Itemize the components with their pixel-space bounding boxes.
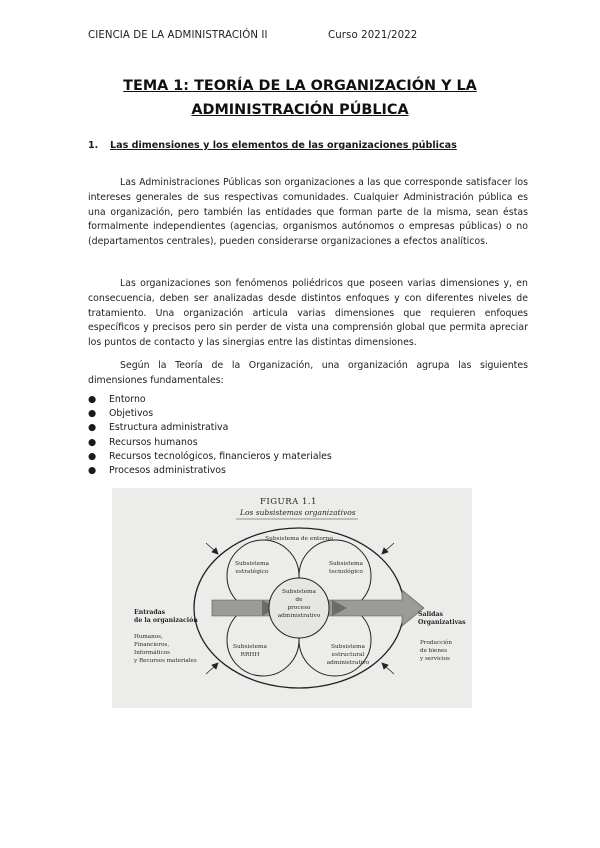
hr-label-1: Subsistema: [233, 644, 267, 650]
outputs-title-1: Salidas: [418, 611, 443, 618]
list-item-text: Recursos tecnológicos, financieros y materiales: [109, 450, 332, 462]
section-number: 1.: [88, 140, 99, 151]
list-item: [88, 464, 508, 478]
list-item: [88, 393, 508, 407]
figure-caption: FIGURA 1.1: [260, 497, 317, 507]
subsystems-diagram: [112, 488, 472, 708]
title-line-1: TEMA 1: TEORÍA DE LA ORGANIZACIÓN Y LA: [123, 78, 477, 94]
structural-label-1: Subsistema: [331, 644, 365, 650]
inputs-title-2: de la organización: [134, 617, 198, 624]
structural-label-2: estructural: [331, 652, 365, 658]
list-item-text: Objetivos: [109, 408, 154, 420]
bullet-icon: ●: [88, 436, 97, 448]
outputs-item-3: y servicios: [420, 656, 450, 662]
environment-label: Subsistema de entorno: [265, 536, 333, 542]
outputs-item-1: Producción: [420, 640, 453, 646]
title-line-2: ADMINISTRACIÓN PÚBLICA: [191, 102, 409, 118]
outputs-title-2: Organizativas: [418, 619, 466, 626]
list-item-text: Estructura administrativa: [109, 422, 229, 434]
strategic-label-2: estratégico: [235, 569, 269, 575]
list-item: [88, 436, 508, 450]
technological-label-1: Subsistema: [329, 561, 363, 567]
outputs-item-2: de bienes: [420, 648, 448, 654]
process-label-4: administrativo: [277, 613, 321, 619]
hr-label-2: RRHH: [240, 652, 260, 658]
list-item-text: Procesos administrativos: [109, 465, 226, 477]
strategic-label-1: Subsistema: [235, 561, 269, 567]
bullet-icon: ●: [88, 465, 97, 477]
list-item: [88, 421, 508, 435]
inputs-item-2: Financieros,: [134, 642, 170, 648]
list-item-text: Entorno: [109, 394, 146, 405]
paragraph-2: Las organizaciones son fenómenos poliédricos que poseen varias dimensiones y, en consecuencia, deben ser analizadas desde distintos enfoques y con diferentes niveles de tratamiento. Una organización articula varias dimensiones que requieren enfoques específicos y precisos pero sin perder de vista una comprensión global que permita apreciar los puntos de contacto y las sinergias entre las distintas dimensiones.: [88, 278, 528, 348]
section-title: Las dimensiones y los elementos de las organizaciones públicas: [110, 140, 457, 151]
inputs-item-4: y Recursos materiales: [134, 658, 197, 664]
bullet-icon: ●: [88, 408, 97, 420]
dimensions-list: [88, 393, 508, 478]
list-item: [88, 450, 508, 464]
bullet-icon: ●: [88, 422, 97, 434]
paragraph-3: Según la Teoría de la Organización, una organización agrupa las siguientes dimensiones fundamentales:: [88, 360, 528, 386]
section-heading: [88, 140, 528, 151]
process-label-2: de: [295, 597, 303, 603]
process-label-3: proceso: [287, 605, 311, 611]
bullet-icon: ●: [88, 394, 97, 405]
inputs-item-1: Humanos,: [134, 634, 163, 640]
figure-subtitle: Los subsistemas organizativos: [240, 508, 356, 517]
process-label-1: Subsistema: [282, 589, 316, 595]
list-item: [88, 407, 508, 421]
list-item-text: Recursos humanos: [109, 436, 198, 448]
inputs-title-1: Entradas: [134, 609, 166, 616]
bullet-icon: ●: [88, 450, 97, 462]
subsystems-figure: [112, 488, 472, 708]
technological-label-2: tecnológico: [329, 569, 363, 575]
structural-label-3: administrativo: [326, 660, 370, 666]
page-header: [88, 30, 528, 41]
page-title: [60, 74, 540, 122]
inputs-item-3: Informáticos: [134, 650, 170, 656]
course-label: Curso 2021/2022: [328, 30, 418, 41]
subject-label: CIENCIA DE LA ADMINISTRACIÓN II: [88, 30, 268, 41]
paragraph-1: Las Administraciones Públicas son organizaciones a las que corresponde satisfacer los intereses generales de sus respectivas comunidades. Cualquier Administración pública es una organización, pero también las entidades que forman parte de la misma, sean éstas formalmente independientes (agencias, organismos autónomos o empresas públicas) o no (departamentos centrales), pueden considerarse organizaciones a efectos analíticos.: [88, 177, 528, 247]
